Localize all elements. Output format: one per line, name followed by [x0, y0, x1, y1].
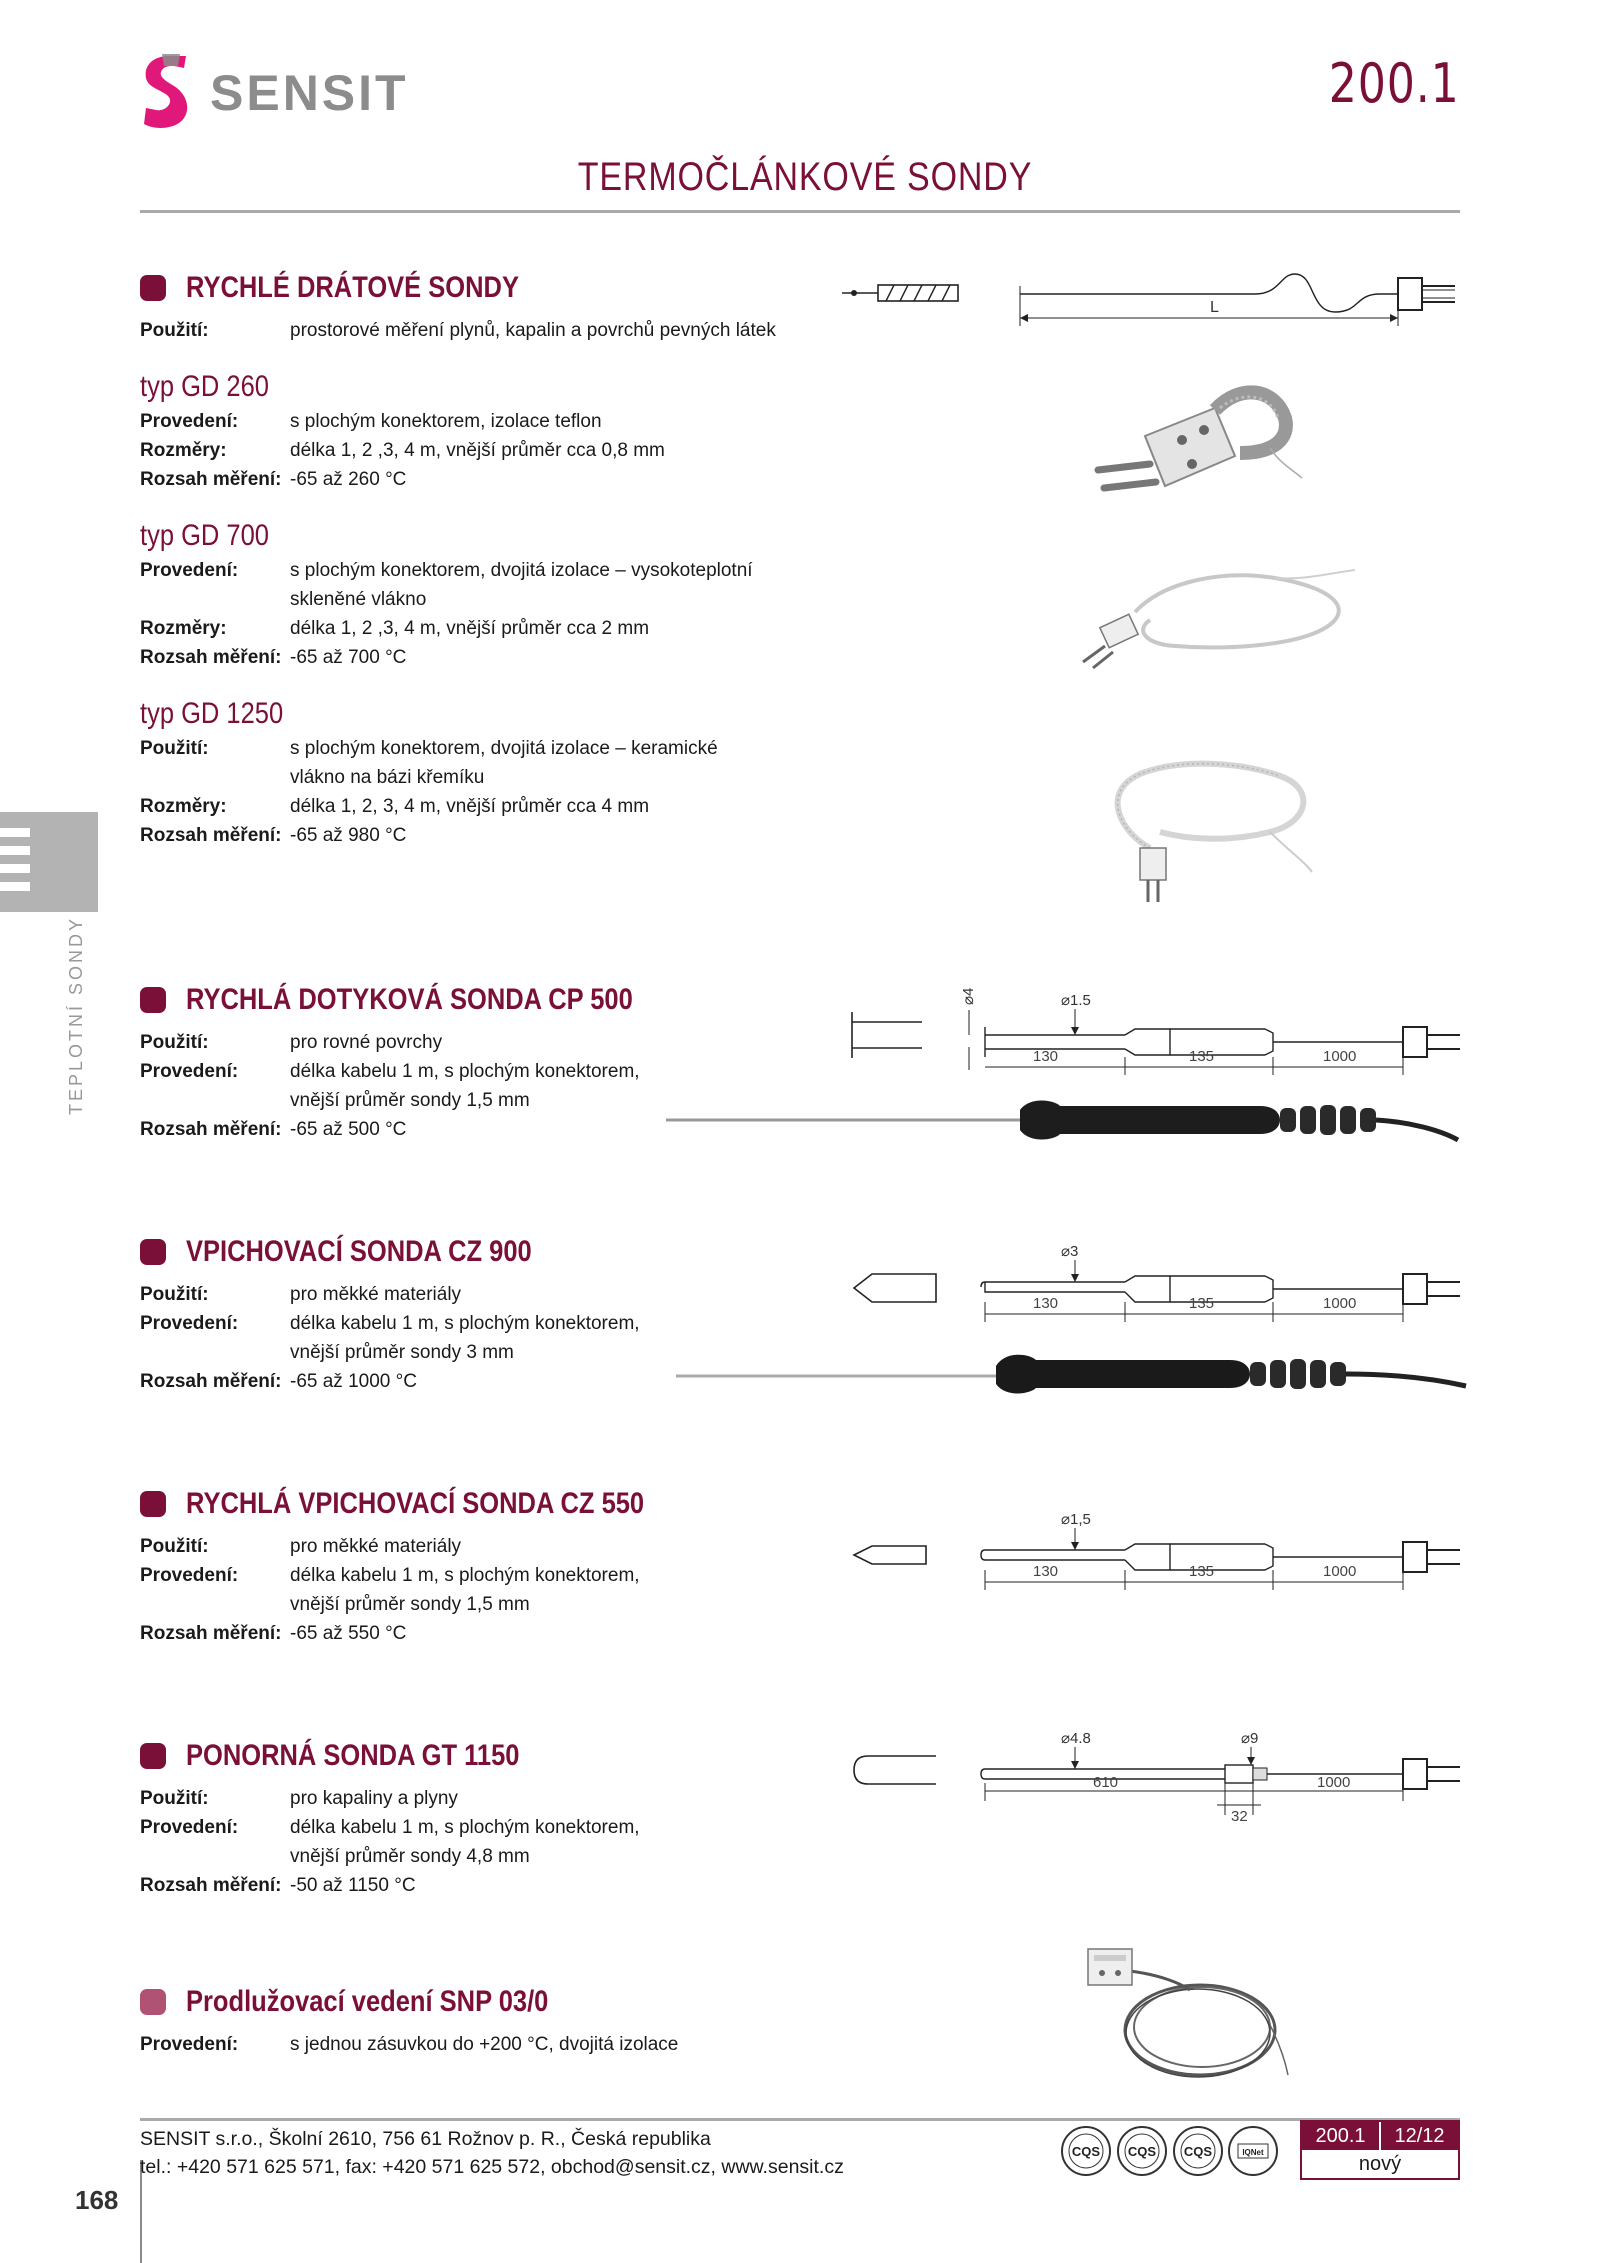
cert-text: CQS	[1071, 2144, 1101, 2159]
spec-row	[140, 556, 860, 614]
dim-c: 1000	[1323, 1295, 1357, 1312]
spec-key: Rozsah měření:	[140, 1623, 282, 1644]
cz550-tip-drawing	[850, 1540, 940, 1570]
dim-tip-diameter: ⌀3	[1061, 1243, 1079, 1260]
spec-value-line: skleněné vlákno	[290, 589, 427, 610]
section-heading	[140, 1232, 860, 1272]
spec-row	[140, 1028, 860, 1057]
cqs-seal-icon	[1062, 2127, 1110, 2175]
wire-tip-drawing	[840, 272, 960, 312]
spec-key: Rozsah měření:	[140, 647, 282, 668]
cert-text: IQNet	[1242, 2148, 1264, 2157]
spec-row	[140, 316, 860, 345]
header-rule	[140, 210, 1460, 213]
spec-row	[140, 1871, 860, 1900]
bullet-icon	[140, 1239, 166, 1265]
spec-value: délka 1, 2, 3, 4 m, vnější průměr cca 4 mm	[290, 796, 650, 817]
spec-value: -65 až 260 °C	[290, 469, 407, 490]
type-title: typ GD 700	[140, 519, 269, 552]
section-title: VPICHOVACÍ SONDA CZ 900	[186, 1235, 532, 1268]
type-title: typ GD 260	[140, 370, 269, 403]
spec-value-line: vlákno na bázi křemíku	[290, 767, 485, 788]
spec-value-line: délka kabelu 1 m, s plochým konektorem,	[290, 1817, 640, 1838]
spec-value-line: délka kabelu 1 m, s plochým konektorem,	[290, 1061, 640, 1082]
spec-key: Použití:	[140, 1788, 209, 1809]
spec-value-line: s plochým konektorem, dvojitá izolace – keramické	[290, 738, 718, 759]
spec-row	[140, 2030, 860, 2059]
spec-key: Použití:	[140, 738, 209, 759]
bullet-icon	[140, 275, 166, 301]
section-heading	[140, 980, 860, 1020]
spec-value-line: s plochým konektorem, dvojitá izolace – vysokoteplotní	[290, 560, 753, 581]
spec-value: prostorové měření plynů, kapalin a povrchů pevných látek	[290, 320, 776, 341]
spec-key: Rozměry:	[140, 440, 227, 461]
cz900-photo	[670, 1340, 1470, 1400]
spec-value: délka 1, 2 ,3, 4 m, vnější průměr cca 0,8 mm	[290, 440, 665, 461]
spec-value-line: délka kabelu 1 m, s plochým konektorem,	[290, 1565, 640, 1586]
dim-b: 32	[1231, 1808, 1248, 1825]
spec-value: pro kapaliny a plyny	[290, 1788, 458, 1809]
spec-key: Použití:	[140, 1284, 209, 1305]
spec-key: Provedení:	[140, 1565, 239, 1586]
section-heading	[140, 268, 860, 308]
spec-key: Rozsah měření:	[140, 1875, 282, 1896]
dim-a: 130	[1033, 1048, 1059, 1065]
cz900-tip-drawing	[850, 1270, 940, 1306]
bullet-icon	[140, 1491, 166, 1517]
spec-key: Rozsah měření:	[140, 1371, 282, 1392]
cert-text: CQS	[1127, 2144, 1157, 2159]
section-title: Prodlužovací vedení SNP 03/0	[186, 1985, 549, 2018]
length-label: L	[1210, 299, 1219, 316]
cp500-dimension-drawing	[955, 975, 1465, 1080]
bullet-icon	[140, 987, 166, 1013]
spec-value: -65 až 980 °C	[290, 825, 407, 846]
certification-seals	[1060, 2124, 1278, 2178]
spec-value: -65 až 700 °C	[290, 647, 407, 668]
dim-c: 1000	[1323, 1563, 1357, 1580]
section-wire-probes	[140, 268, 860, 850]
spec-row	[140, 734, 860, 792]
dim-tip-diameter: ⌀1,5	[1061, 1511, 1091, 1528]
side-label: TEPLOTNÍ SONDY	[66, 915, 86, 1115]
spec-value	[290, 1813, 860, 1871]
spec-value-line: vnější průměr sondy 1,5 mm	[290, 1090, 530, 1111]
spec-key: Rozsah měření:	[140, 1119, 282, 1140]
spec-value: pro měkké materiály	[290, 1284, 462, 1305]
gt1150-tip-drawing	[850, 1752, 940, 1788]
footer-address: SENSIT s.r.o., Školní 2610, 756 61 Rožnov p. R., Česká republika	[140, 2128, 711, 2150]
spec-key: Provedení:	[140, 1817, 239, 1838]
spec-key: Rozsah měření:	[140, 469, 282, 490]
cp500-tip-drawing	[850, 1010, 930, 1060]
wire-probe-drawing	[1010, 264, 1470, 334]
svg-text:SENSIT: SENSIT	[210, 65, 409, 121]
spec-value: -65 až 550 °C	[290, 1623, 407, 1644]
spec-row	[140, 1784, 860, 1813]
bullet-icon	[140, 1743, 166, 1769]
section-heading	[140, 1484, 860, 1524]
spec-value-line: vnější průměr sondy 1,5 mm	[290, 1594, 530, 1615]
spec-key: Rozměry:	[140, 796, 227, 817]
spec-key: Rozsah měření:	[140, 825, 282, 846]
dim-tip-diameter: ⌀1.5	[1061, 992, 1091, 1009]
dim-a: 130	[1033, 1295, 1059, 1312]
section-title: PONORNÁ SONDA GT 1150	[186, 1739, 520, 1772]
dim-a: 130	[1033, 1563, 1059, 1580]
box-note: nový	[1358, 2153, 1402, 2175]
spec-key: Provedení:	[140, 560, 239, 581]
spec-value	[290, 556, 860, 614]
spec-row	[140, 792, 860, 821]
spec-value: -50 až 1150 °C	[290, 1875, 416, 1896]
iqnet-seal-icon	[1229, 2127, 1277, 2175]
dim-sleeve-diameter: ⌀9	[1241, 1730, 1259, 1747]
page-code: 200.1	[1329, 52, 1460, 115]
spec-key: Použití:	[140, 1032, 209, 1053]
dim-tip-diameter: ⌀4.8	[1061, 1730, 1091, 1747]
bullet-icon	[140, 1989, 166, 2015]
gd1250-photo	[1090, 752, 1320, 910]
spec-row	[140, 1280, 860, 1309]
spec-value-line: délka kabelu 1 m, s plochým konektorem,	[290, 1313, 640, 1334]
side-tab	[0, 812, 98, 912]
dim-b: 135	[1189, 1563, 1215, 1580]
spec-value: pro měkké materiály	[290, 1536, 462, 1557]
footer-rule	[140, 2118, 1460, 2121]
spec-row	[140, 1619, 860, 1648]
spec-row	[140, 1532, 860, 1561]
cqs-seal-icon	[1174, 2127, 1222, 2175]
section-gt1150	[140, 1736, 860, 1900]
dim-head-diameter: ⌀4	[960, 987, 977, 1005]
spec-row	[140, 821, 860, 850]
snp-photo	[1080, 1935, 1290, 2085]
spec-value: -65 až 1000 °C	[290, 1371, 417, 1392]
section-title: RYCHLÉ DRÁTOVÉ SONDY	[186, 271, 519, 304]
spec-value: délka 1, 2 ,3, 4 m, vnější průměr cca 2 mm	[290, 618, 650, 639]
cz550-dimension-drawing	[955, 1508, 1465, 1598]
spec-key: Použití:	[140, 1536, 209, 1557]
spec-row	[140, 643, 860, 672]
cqs-seal-icon	[1118, 2127, 1166, 2175]
dim-c: 1000	[1323, 1048, 1357, 1065]
gt1150-dimension-drawing	[955, 1725, 1465, 1825]
spec-row	[140, 407, 860, 436]
spec-value-line: vnější průměr sondy 3 mm	[290, 1342, 514, 1363]
spec-row	[140, 1813, 860, 1871]
spec-value	[290, 734, 860, 792]
spec-row	[140, 465, 860, 494]
section-title: RYCHLÁ VPICHOVACÍ SONDA CZ 550	[186, 1487, 645, 1520]
section-snp	[140, 1982, 860, 2059]
spec-row	[140, 436, 860, 465]
spec-key: Použití:	[140, 320, 209, 341]
spec-value	[290, 1561, 860, 1619]
spec-value: -65 až 500 °C	[290, 1119, 407, 1140]
cz900-dimension-drawing	[955, 1240, 1465, 1330]
section-heading	[140, 1982, 860, 2022]
spec-value: s jednou zásuvkou do +200 °C, dvojitá izolace	[290, 2034, 679, 2055]
dim-c: 1000	[1317, 1774, 1351, 1791]
gd260-photo	[1090, 378, 1310, 496]
spec-row	[140, 614, 860, 643]
spec-value: pro rovné povrchy	[290, 1032, 443, 1053]
spec-key: Rozměry:	[140, 618, 227, 639]
dim-a: 610	[1093, 1774, 1119, 1791]
spec-row	[140, 1561, 860, 1619]
dim-b: 135	[1189, 1048, 1215, 1065]
spec-value-line: vnější průměr sondy 4,8 mm	[290, 1846, 530, 1867]
cp500-photo	[660, 1090, 1460, 1150]
box-date: 12/12	[1394, 2125, 1445, 2147]
section-heading	[140, 1736, 860, 1776]
spec-key: Provedení:	[140, 411, 239, 432]
footer-contact: tel.: +420 571 625 571, fax: +420 571 625 572, obchod@sensit.cz, www.sensit.cz	[140, 2156, 844, 2178]
cert-text: CQS	[1183, 2144, 1213, 2159]
page-title: TERMOČLÁNKOVÉ SONDY	[577, 155, 1033, 199]
sensit-logo	[140, 52, 440, 132]
spec-value: s plochým konektorem, izolace teflon	[290, 411, 602, 432]
section-cz550	[140, 1484, 860, 1648]
section-title: RYCHLÁ DOTYKOVÁ SONDA CP 500	[186, 983, 633, 1016]
type-title: typ GD 1250	[140, 697, 284, 730]
spec-key: Provedení:	[140, 1061, 239, 1082]
spec-key: Provedení:	[140, 2034, 239, 2055]
spec-key: Provedení:	[140, 1313, 239, 1334]
page-code-box	[1300, 2120, 1460, 2180]
page-number: 168	[75, 2185, 119, 2215]
box-code: 200.1	[1302, 2122, 1381, 2150]
gd700-photo	[1075, 560, 1365, 675]
dim-b: 135	[1189, 1295, 1215, 1312]
